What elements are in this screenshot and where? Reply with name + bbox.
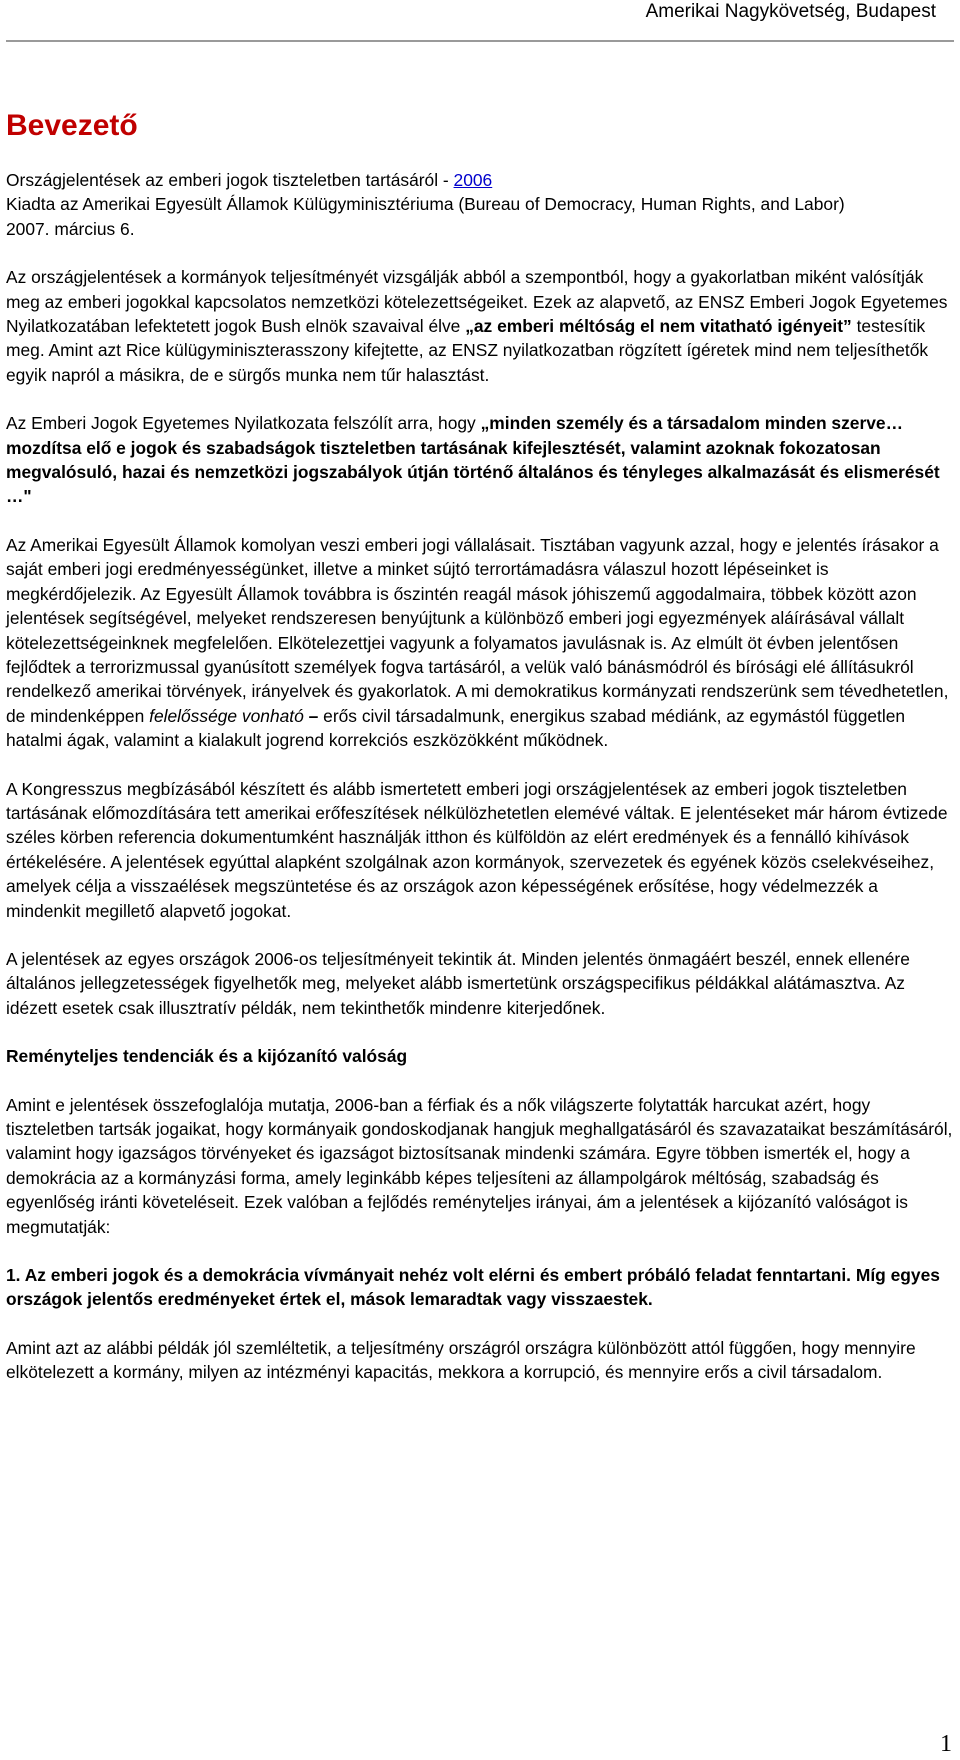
header-rule <box>6 40 954 42</box>
meta-publisher: Kiadta az Amerikai Egyesült Államok Külügyminisztériuma (Bureau of Democracy, Human Rights, and Labor) <box>6 194 845 215</box>
meta-date: 2007. március 6. <box>6 218 135 239</box>
paragraph-1 <box>6 265 954 387</box>
paragraph-1-text: Az országjelentések a kormányok teljesítményét vizsgálják abból a szempontból, hogy a gyakorlatban miként valósítják meg az emberi jogokkal kapcsolatos nemzetközi kötelezettségeiket. Ezek az alapvető, az ENSZ Emberi Jogok Egyetemes Nyilatkozatában lefektetett jogok Bush elnök szavaival élve <box>6 267 948 337</box>
year-link[interactable]: 2006 <box>453 170 493 190</box>
paragraph-2-text: Az Emberi Jogok Egyetemes Nyilatkozata felszólít arra, hogy <box>6 413 481 434</box>
paragraph-3 <box>6 533 954 753</box>
paragraph-4: A Kongresszus megbízásából készített és alább ismertetett emberi jogi országjelentések az emberi jogok tiszteletben tartásának előmozdítására tett amerikai erőfeszítések nélkülözhetetlen elemévé váltak. E jelentéseket már három évtizede széles körben referencia dokumentumként használják itthon és külföldön az elért eredmények és a fennálló kihívások értékelésére. A jelentések egyúttal alapként szolgálnak azon kormányok, szervezetek és egyének közös cselekvéseihez, amelyek célja a visszaélések megszüntetése és az országok azon képességének erősítése, hogy védelmezzék a mindenkit megillető alapvető jogokat. <box>6 778 948 921</box>
paragraph-6: Amint e jelentések összefoglalója mutatja, 2006-ban a férfiak és a nők világszerte folytatták harcukat azért, hogy tiszteletben tartsák jogaikat, hogy kormányaik gondoskodjanak hangjuk meghallgatásáról és szavazataikat beszámításáról, valamint hogy igazságos törvényeket és igazságot biztosítsanak mindenki számára. Egyre többen ismerték el, hogy a demokrácia az a kormányzási forma, amely leginkább képes teljesíteni az állampolgárok méltóság, szabadság és egyenlőség iránti követeléseit. Ezek valóban a fejlődés reményteljes irányai, ám a jelentések a kijózanító valóságot is megmutatják: <box>6 1094 953 1237</box>
declaration-quote: „minden személy és a társadalom minden szerve… mozdítsa elő e jogok és szabadságok tiszteletben tartásának kifejlesztését, valamint azoknak fokozatosan megvalósuló, hazai és nemzetközi jogszabályok útján történő általános és tényleges alkalmazását és elismerését …" <box>6 413 940 507</box>
page-header: Amerikai Nagykövetség, Budapest <box>645 1 936 22</box>
bush-quote: „az emberi méltóság el nem vitatható igényeit” <box>465 316 852 337</box>
paragraph-5: A jelentések az egyes országok 2006-os teljesítményeit tekintik át. Minden jelentés önmagáért beszél, ennek ellenére általános jellegzetességek figyelhetők meg, melyeket alább ismertetünk országspecifikus példákkal alátámasztva. Az idézett esetek csak illusztratív példák, nem tekinthetők mindenre kiterjedőnek. <box>6 948 910 1018</box>
paragraph-3-text-end: erős civil társadalmunk, energikus szabad médiánk, az egymástól független hatalmi ágak, valamint a kialakult jogrend korrekciós eszközökként működnek. <box>6 705 906 751</box>
paragraph-7: Amint azt az alábbi példák jól szemléltetik, a teljesítmény országról országra különbözött attól függően, hogy mennyire elkötelezett a kormány, milyen az intézményi kapacitás, mekkora a korrupció, és mennyire erős a civil társadalom. <box>6 1337 916 1383</box>
meta-report-title: Országjelentések az emberi jogok tiszteletben tartásáról - <box>6 170 454 190</box>
accountable-phrase: felelőssége vonható <box>149 705 304 726</box>
document-meta <box>6 168 954 241</box>
document-body <box>6 108 954 1409</box>
page-number: 1 <box>940 1731 952 1757</box>
numbered-heading-1: 1. Az emberi jogok és a demokrácia vívmányait nehéz volt elérni és embert próbáló feladat fenntartani. Míg egyes országok jelentős eredményeket értek el, mások lemaradtak vagy visszaestek. <box>6 1265 940 1310</box>
section-heading: Reményteljes tendenciák és a kijózanító valóság <box>6 1046 408 1067</box>
paragraph-3-text: Az Amerikai Egyesült Államok komolyan veszi emberi jogi vállalásait. Tisztában vagyunk azzal, hogy e jelentés írásakor a saját emberi jogi eredményességünket, illetve a minket sújtó terrortámadásra válaszul hozott lépéseinket is megkérdőjelezik. Az Egyesült Államok továbbra is őszintén reagál mások jóhiszemű aggodalmaira, többek között azon jelentések segítségével, melyeket rendszeresen benyújtunk a különböző emberi jogi egyezmények aláírásával vállalt kötelezettségeinknek megfelelően. Elkötelezettjei vagyunk a folyamatos javulásnak is. Az elmúlt öt évben jelentősen fejlődtek a terrorizmussal gyanúsított személyek fogva tartásáról, a velük való bánásmódról és bírósági elé állításukról rendelkező amerikai törvények, irányelvek és gyakorlatok. A mi demokratikus kormányzati rendszerünk sem tévedhetetlen, de mindenképpen <box>6 534 949 726</box>
page-title: Bevezető <box>6 109 138 142</box>
em-dash: – <box>303 705 324 726</box>
paragraph-2 <box>6 411 954 509</box>
paragraph-1-text-end: testesítik meg. Amint azt Rice külügyminiszterasszony kifejtette, az ENSZ nyilatkozatban rögzített ígéretek mind nem teljesíthetők egyik napról a másikra, de e sürgős munka nem tűr halasztást. <box>6 316 929 385</box>
